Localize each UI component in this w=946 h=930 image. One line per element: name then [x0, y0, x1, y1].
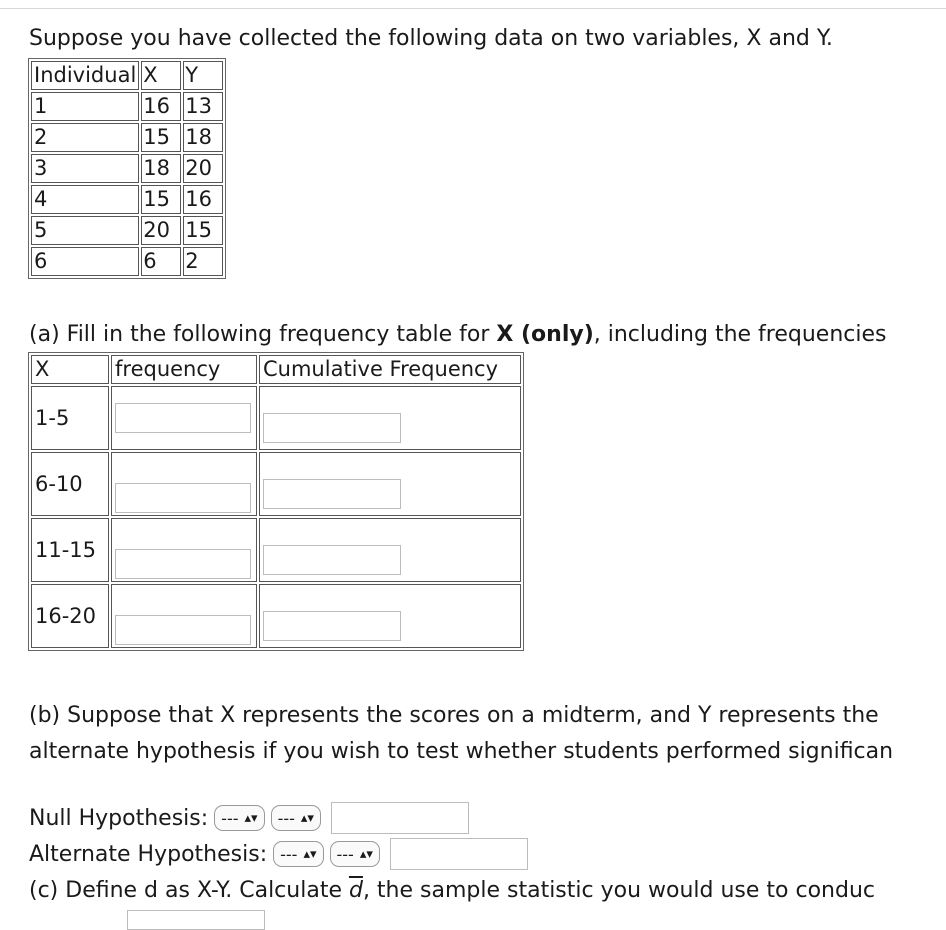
range-label: 6-10	[31, 452, 109, 516]
frequency-input[interactable]	[115, 549, 251, 579]
y-cell: 16	[183, 185, 223, 214]
y-cell: 20	[183, 154, 223, 183]
alt-operator-select[interactable]: --- ▴▾	[330, 841, 380, 867]
intro-text: Suppose you have collected the following data on two variables, X and Y.	[29, 26, 833, 51]
frequency-input[interactable]	[115, 615, 251, 645]
updown-arrow-icon: ▴▾	[244, 810, 258, 826]
x-cell: 6	[141, 247, 181, 276]
frequency-table-header	[31, 355, 521, 384]
updown-arrow-icon: ▴▾	[359, 846, 373, 862]
individual-cell: 3	[31, 154, 139, 183]
table-row	[31, 247, 223, 276]
header-x: X	[31, 355, 109, 384]
alternate-hypothesis-row	[29, 838, 528, 870]
alternate-hypothesis-label: Alternate Hypothesis:	[29, 841, 268, 867]
alt-variable-select[interactable]: --- ▴▾	[273, 841, 323, 867]
cumulative-frequency-input[interactable]	[263, 479, 401, 509]
individual-cell: 2	[31, 123, 139, 152]
frequency-table	[28, 352, 524, 651]
part-a-prompt: (a) Fill in the following frequency table for X (only), including the frequencies	[29, 322, 887, 347]
null-variable-select[interactable]: --- ▴▾	[214, 805, 264, 831]
individual-cell: 1	[31, 92, 139, 121]
header-frequency: frequency	[111, 355, 257, 384]
table-row	[31, 123, 223, 152]
null-operator-select[interactable]: --- ▴▾	[271, 805, 321, 831]
null-value-input[interactable]	[331, 802, 469, 834]
y-cell: 13	[183, 92, 223, 121]
alt-value-input[interactable]	[390, 838, 528, 870]
header-cumulative-frequency: Cumulative Frequency	[259, 355, 521, 384]
table-row	[31, 154, 223, 183]
x-cell: 20	[141, 216, 181, 245]
y-cell: 15	[183, 216, 223, 245]
x-cell: 16	[141, 92, 181, 121]
null-hypothesis-row	[29, 802, 469, 834]
frequency-input[interactable]	[115, 483, 251, 513]
null-hypothesis-label: Null Hypothesis:	[29, 805, 209, 831]
updown-arrow-icon: ▴▾	[303, 846, 317, 862]
header-individual: Individual	[31, 61, 139, 90]
part-c-prompt: (c) Define d as X-Y. Calculate $\overline{d}$, the sample statistic you would use to conduc	[29, 878, 875, 903]
table-row	[31, 92, 223, 121]
table-row	[31, 584, 521, 648]
table-row	[31, 452, 521, 516]
range-label: 11-15	[31, 518, 109, 582]
top-divider	[0, 8, 946, 9]
range-label: 1-5	[31, 386, 109, 450]
d-bar-symbol: $\overline{d}$	[348, 878, 363, 903]
table-row	[31, 518, 521, 582]
x-cell: 15	[141, 123, 181, 152]
x-cell: 18	[141, 154, 181, 183]
y-cell: 2	[183, 247, 223, 276]
table-row	[31, 216, 223, 245]
individual-cell: 6	[31, 247, 139, 276]
data-table	[28, 58, 226, 279]
updown-arrow-icon: ▴▾	[300, 810, 314, 826]
data-table-header	[31, 61, 223, 90]
range-label: 16-20	[31, 584, 109, 648]
table-row	[31, 185, 223, 214]
d-bar-input[interactable]	[127, 910, 265, 930]
header-x: X	[141, 61, 181, 90]
cumulative-frequency-input[interactable]	[263, 611, 401, 641]
individual-cell: 5	[31, 216, 139, 245]
frequency-input[interactable]	[115, 403, 251, 433]
cumulative-frequency-input[interactable]	[263, 545, 401, 575]
individual-cell: 4	[31, 185, 139, 214]
cumulative-frequency-input[interactable]	[263, 413, 401, 443]
header-y: Y	[183, 61, 223, 90]
y-cell: 18	[183, 123, 223, 152]
part-b-prompt: (b) Suppose that X represents the scores on a midterm, and Y represents the alternate hypothesis if you wish to test whether students performed significan	[29, 703, 894, 764]
x-cell: 15	[141, 185, 181, 214]
table-row	[31, 386, 521, 450]
